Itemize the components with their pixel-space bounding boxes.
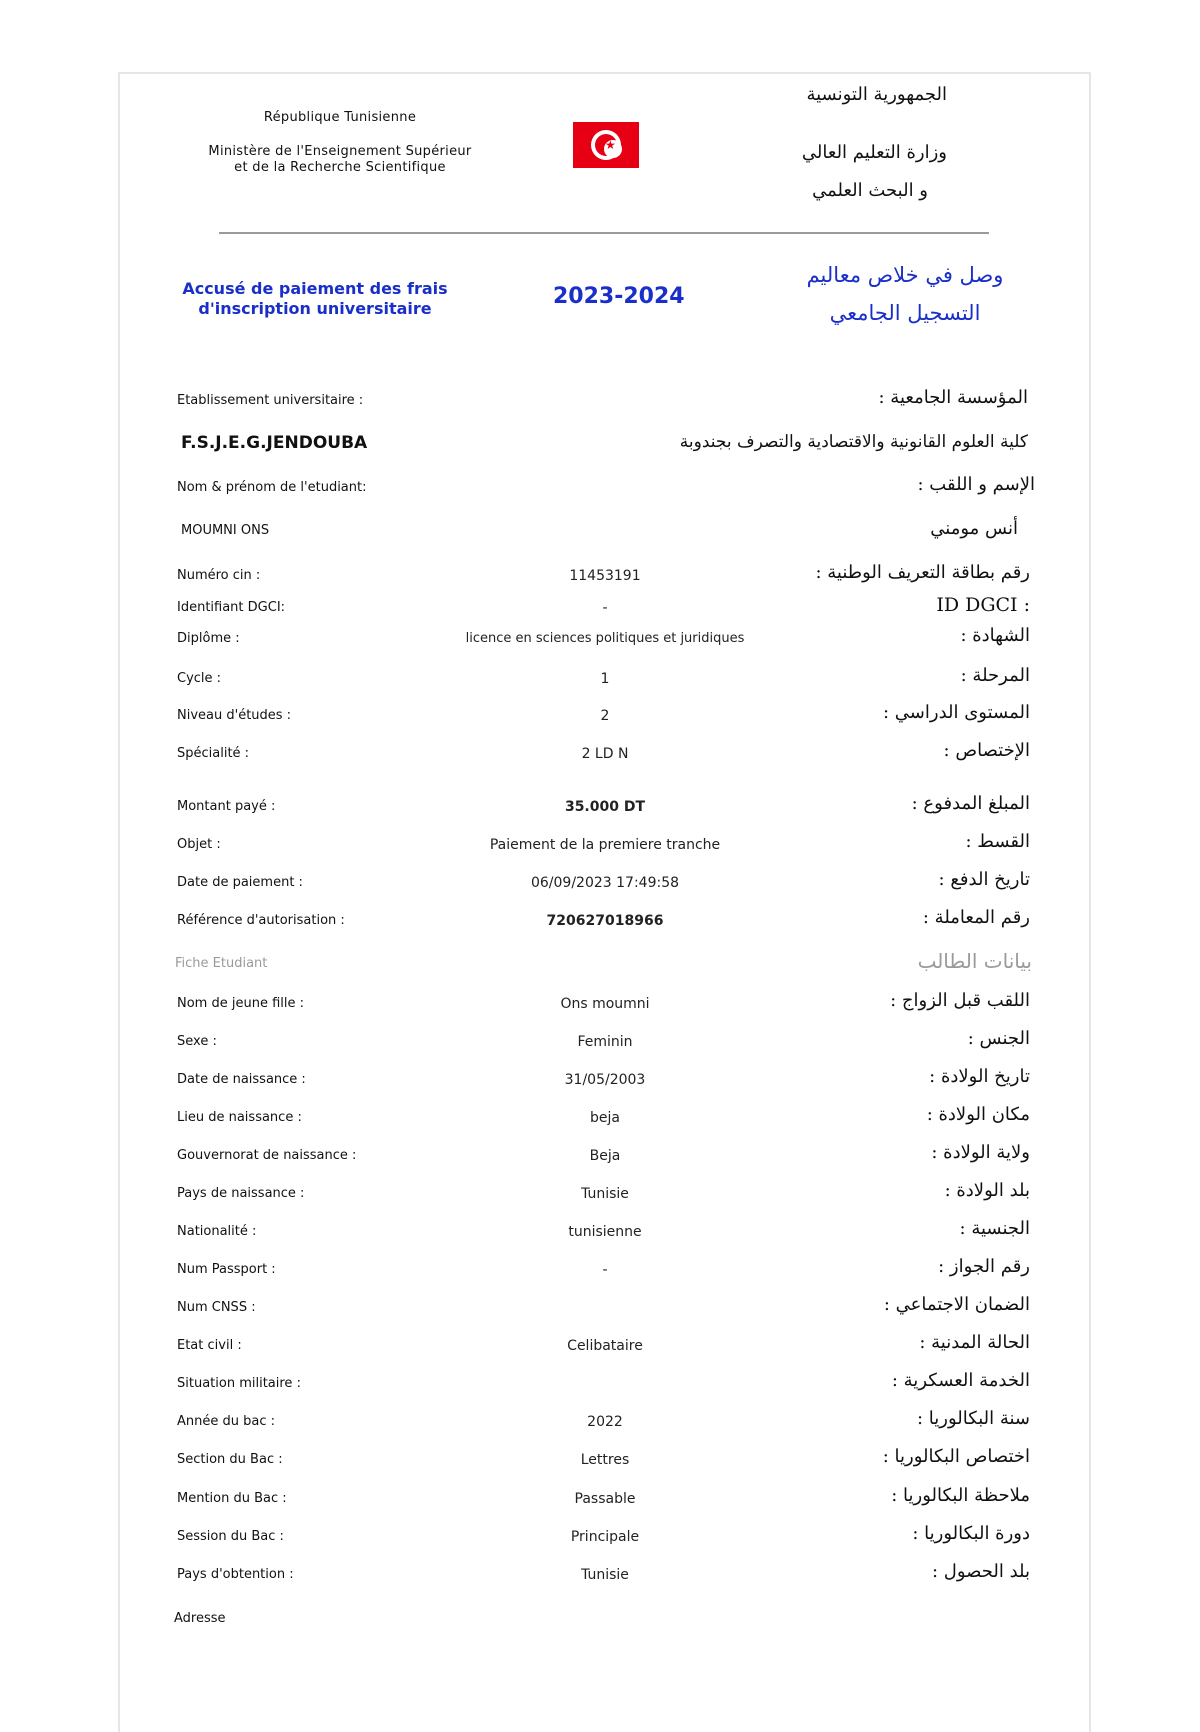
- detail-row: [0, 740, 1200, 776]
- payment-row: [0, 907, 1200, 943]
- row-label-fr: Pays de naissance :: [177, 1186, 305, 1201]
- row-value: 2022: [587, 1414, 623, 1430]
- ar-republic-text: الجمهورية التونسية: [806, 84, 947, 105]
- student-name-value-fr: MOUMNI ONS: [181, 523, 270, 538]
- row-label-ar: المبلغ المدفوع :: [911, 793, 1030, 814]
- row-value: Celibataire: [567, 1338, 643, 1354]
- row-label-ar: بلد الولادة :: [944, 1180, 1030, 1201]
- row-label-fr: Etat civil :: [177, 1338, 242, 1353]
- address-label: Adresse: [174, 1611, 226, 1626]
- row-label-fr: Pays d'obtention :: [177, 1567, 294, 1582]
- row-label-fr: Lieu de naissance :: [177, 1110, 302, 1125]
- student-row: [0, 1485, 1200, 1521]
- tunisia-flag-icon: ★: [573, 122, 639, 168]
- row-label-fr: Année du bac :: [177, 1414, 276, 1429]
- student-row: [0, 1294, 1200, 1330]
- row-label-fr: Identifiant DGCI:: [177, 600, 286, 615]
- row-label-fr: Date de paiement :: [177, 875, 303, 890]
- student-row: [0, 1408, 1200, 1444]
- row-value: 35.000 DT: [564, 799, 646, 815]
- student-row: [0, 1561, 1200, 1597]
- student-row: [0, 1104, 1200, 1140]
- student-section-label-ar: بيانات الطالب: [917, 949, 1032, 973]
- row-label-ar: تاريخ الولادة :: [929, 1066, 1030, 1087]
- row-label-ar: المرحلة :: [960, 665, 1030, 686]
- row-label-ar: الحالة المدنية :: [919, 1332, 1030, 1353]
- row-label-ar: : ID DGCI: [936, 594, 1030, 616]
- student-row: [0, 1523, 1200, 1559]
- payment-row: [0, 869, 1200, 905]
- student-name-label-ar: الإسم و اللقب :: [917, 474, 1035, 495]
- ar-ministry-line1: وزارة التعليم العالي: [801, 142, 947, 163]
- row-label-fr: Diplôme :: [177, 631, 240, 646]
- row-label-ar: المستوى الدراسي :: [883, 702, 1030, 723]
- row-label-ar: القسط :: [965, 831, 1030, 852]
- row-label-fr: Gouvernorat de naissance :: [177, 1148, 357, 1163]
- row-label-fr: Nom de jeune fille :: [177, 996, 304, 1011]
- row-value: 1: [600, 671, 610, 687]
- row-label-fr: Spécialité :: [177, 746, 250, 761]
- row-label-fr: Objet :: [177, 837, 221, 852]
- student-row: [0, 1446, 1200, 1482]
- row-value: -: [602, 1262, 608, 1278]
- institution-name-ar: كلية العلوم القانونية والاقتصادية والتصرف بجندوبة: [679, 432, 1028, 452]
- row-value: beja: [590, 1110, 620, 1126]
- student-row: [0, 990, 1200, 1026]
- detail-row: [0, 665, 1200, 701]
- row-label-ar: رقم الجواز :: [938, 1256, 1030, 1277]
- row-label-fr: Mention du Bac :: [177, 1491, 287, 1506]
- fr-title-line1: Accusé de paiement des frais: [182, 279, 448, 298]
- student-row: [0, 1256, 1200, 1292]
- row-label-fr: Nationalité :: [177, 1224, 257, 1239]
- row-value: 2 LD N: [581, 746, 629, 762]
- fr-ministry-line2: et de la Recherche Scientifique: [234, 160, 446, 175]
- row-label-fr: Référence d'autorisation :: [177, 913, 345, 928]
- row-label-fr: Num Passport :: [177, 1262, 276, 1277]
- student-row: [0, 1370, 1200, 1406]
- ar-ministry-line2: و البحث العلمي: [812, 180, 928, 201]
- row-value: 31/05/2003: [564, 1072, 646, 1088]
- row-value: Tunisie: [581, 1186, 629, 1202]
- row-label-fr: Situation militaire :: [177, 1376, 301, 1391]
- row-label-ar: الضمان الاجتماعي :: [883, 1294, 1030, 1315]
- row-value: Feminin: [577, 1034, 633, 1050]
- detail-row: [0, 702, 1200, 738]
- student-row: [0, 1142, 1200, 1178]
- row-value: Lettres: [580, 1452, 630, 1468]
- institution-name-fr: F.S.J.E.G.JENDOUBA: [181, 433, 368, 453]
- detail-row: [0, 625, 1200, 661]
- student-row: [0, 1218, 1200, 1254]
- row-value: 720627018966: [546, 913, 664, 929]
- student-name-label-fr: Nom & prénom de l'etudiant:: [177, 480, 367, 495]
- row-value: Beja: [589, 1148, 621, 1164]
- row-value: 11453191: [569, 568, 641, 584]
- institution-label-fr: Etablissement universitaire :: [177, 393, 364, 408]
- institution-label-ar: المؤسسة الجامعية :: [878, 387, 1028, 408]
- fr-title-line2: d'inscription universitaire: [198, 299, 432, 318]
- row-label-fr: Numéro cin :: [177, 568, 261, 583]
- row-label-ar: بلد الحصول :: [931, 1561, 1030, 1582]
- row-label-fr: Section du Bac :: [177, 1452, 283, 1467]
- row-label-ar: الجنسية :: [959, 1218, 1030, 1239]
- row-label-fr: Num CNSS :: [177, 1300, 256, 1315]
- row-label-ar: رقم بطاقة التعريف الوطنية :: [815, 562, 1030, 583]
- row-label-ar: ولاية الولادة :: [931, 1142, 1030, 1163]
- row-label-fr: Session du Bac :: [177, 1529, 284, 1544]
- row-label-ar: اختصاص البكالوريا :: [882, 1446, 1030, 1467]
- row-label-fr: Cycle :: [177, 671, 222, 686]
- row-value: Passable: [574, 1491, 636, 1507]
- row-label-fr: Niveau d'études :: [177, 708, 292, 723]
- student-section-label-fr: Fiche Etudiant: [175, 956, 268, 971]
- row-value: 2: [600, 708, 610, 724]
- fr-ministry-line1: Ministère de l'Enseignement Supérieur: [208, 144, 472, 159]
- student-row: [0, 1028, 1200, 1064]
- row-label-ar: ملاحظة البكالوريا :: [891, 1485, 1030, 1506]
- row-label-fr: Sexe :: [177, 1034, 217, 1049]
- row-label-ar: مكان الولادة :: [926, 1104, 1030, 1125]
- payment-row: [0, 831, 1200, 867]
- row-label-ar: رقم المعاملة :: [922, 907, 1030, 928]
- header-divider: [219, 232, 989, 234]
- student-row: [0, 1180, 1200, 1216]
- row-label-ar: دورة البكالوريا :: [912, 1523, 1030, 1544]
- row-value: tunisienne: [568, 1224, 642, 1240]
- ar-title-line2: التسجيل الجامعي: [829, 301, 981, 325]
- row-label-ar: الإختصاص :: [943, 740, 1030, 761]
- row-label-ar: الخدمة العسكرية :: [891, 1370, 1030, 1391]
- row-label-ar: سنة البكالوريا :: [917, 1408, 1030, 1429]
- row-label-ar: الجنس :: [967, 1028, 1030, 1049]
- row-value: 06/09/2023 17:49:58: [530, 875, 680, 891]
- student-row: [0, 1332, 1200, 1368]
- row-value: Paiement de la premiere tranche: [489, 837, 721, 853]
- row-value: licence en sciences politiques et juridiques: [465, 631, 745, 646]
- row-label-fr: Montant payé :: [177, 799, 276, 814]
- row-label-fr: Date de naissance :: [177, 1072, 306, 1087]
- student-name-value-ar: أنس مومني: [930, 518, 1018, 539]
- row-value: Principale: [570, 1529, 640, 1545]
- academic-year: 2023-2024: [553, 284, 685, 309]
- row-value: Ons moumni: [560, 996, 650, 1012]
- fr-republic-text: République Tunisienne: [263, 110, 417, 125]
- row-value: Tunisie: [581, 1567, 629, 1583]
- row-label-ar: تاريخ الدفع :: [938, 869, 1030, 890]
- row-label-ar: اللقب قبل الزواج :: [890, 990, 1030, 1011]
- payment-row: [0, 793, 1200, 829]
- row-label-ar: الشهادة :: [960, 625, 1030, 646]
- row-value: -: [602, 600, 608, 616]
- ar-title-line1: وصل في خلاص معاليم: [806, 263, 1004, 287]
- student-row: [0, 1066, 1200, 1102]
